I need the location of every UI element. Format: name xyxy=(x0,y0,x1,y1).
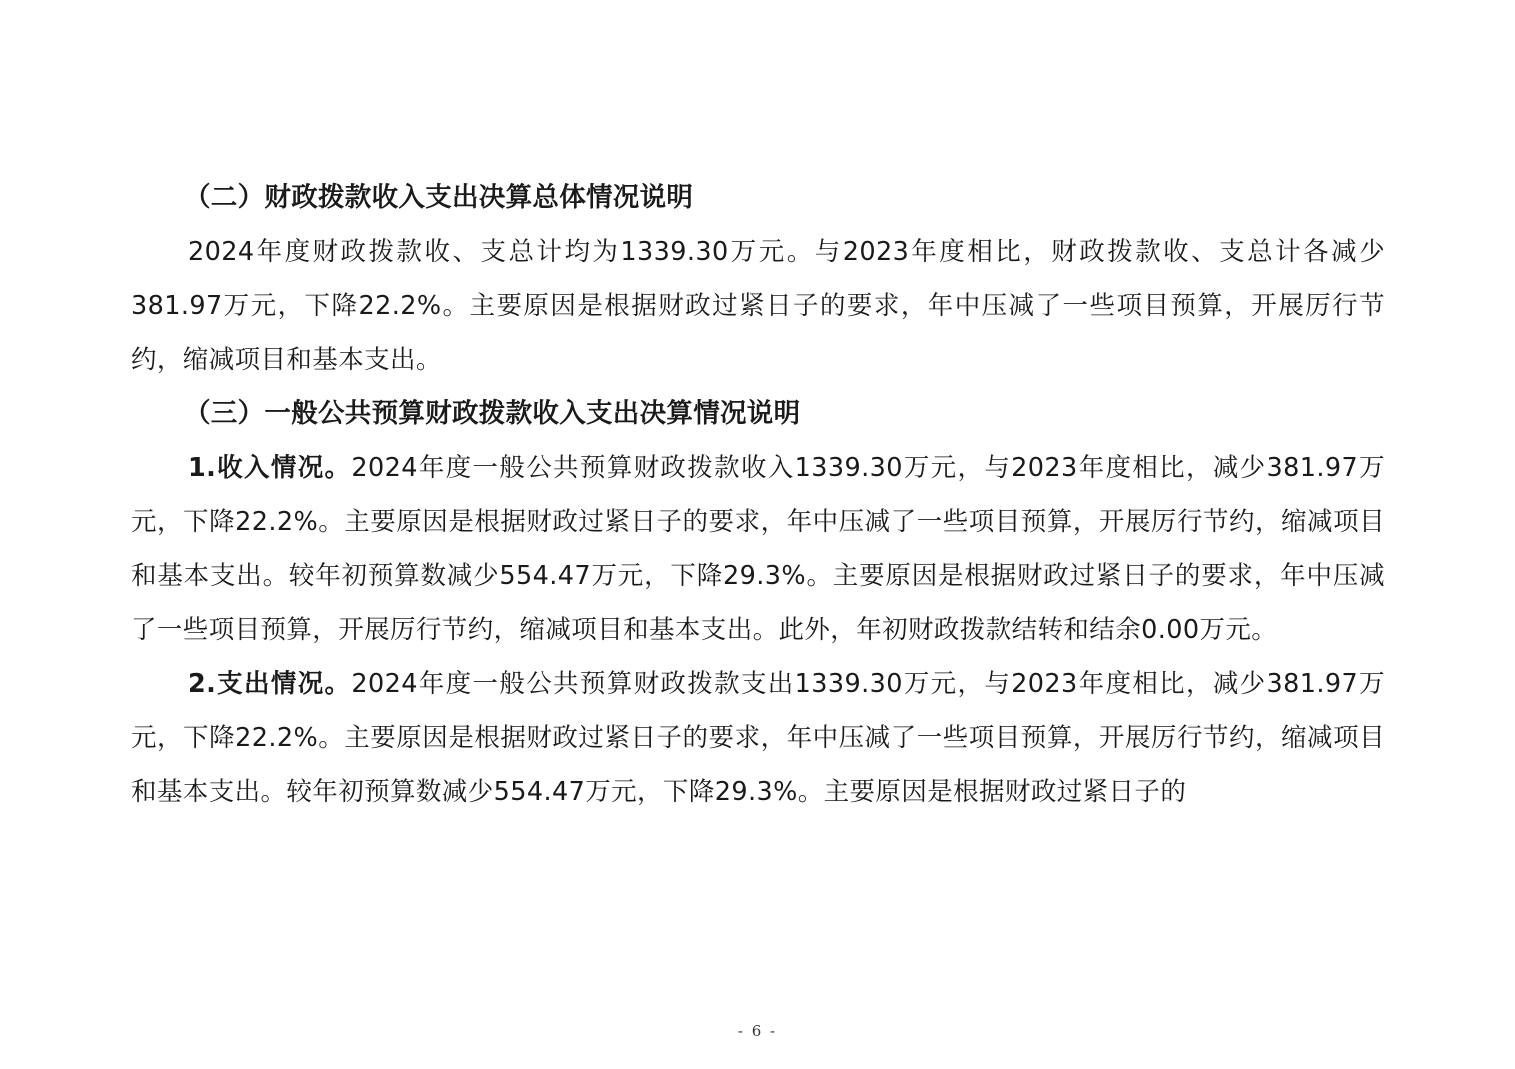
section-3-heading: （三）一般公共预算财政拨款收入支出决算情况说明 xyxy=(184,398,801,429)
page-number: - 6 - xyxy=(737,1022,778,1040)
income-lead: 1.收入情况。 xyxy=(188,453,352,483)
page-content xyxy=(131,171,1385,819)
expense-body: 2024年度一般公共预算财政拨款支出1339.30万元，与2023年度相比，减少381.97万元，下降22.2%。主要原因是根据财政过紧日子的要求，年中压减了一些项目预算，开展厉行节约，缩减项目和基本支出。较年初预算数减少554.47万元，下降29.3%。主要原因是根据财政过紧日子的 xyxy=(131,669,1385,807)
income-paragraph xyxy=(131,441,1385,657)
income-body: 2024年度一般公共预算财政拨款收入1339.30万元，与2023年度相比，减少381.97万元，下降22.2%。主要原因是根据财政过紧日子的要求，年中压减了一些项目预算，开展厉行节约，缩减项目和基本支出。较年初预算数减少554.47万元，下降29.3%。主要原因是根据财政过紧日子的要求，年中压减了一些项目预算，开展厉行节约，缩减项目和基本支出。此外，年初财政拨款结转和结余0.00万元。 xyxy=(131,453,1385,645)
section-2-heading: （二）财政拨款收入支出决算总体情况说明 xyxy=(184,182,694,213)
section-2-body: 2024年度财政拨款收、支总计均为1339.30万元。与2023年度相比，财政拨款收、支总计各减少381.97万元，下降22.2%。主要原因是根据财政过紧日子的要求，年中压减了一些项目预算，开展厉行节约，缩减项目和基本支出。 xyxy=(131,237,1385,375)
expense-paragraph xyxy=(131,657,1385,819)
expense-lead: 2.支出情况。 xyxy=(188,669,352,699)
